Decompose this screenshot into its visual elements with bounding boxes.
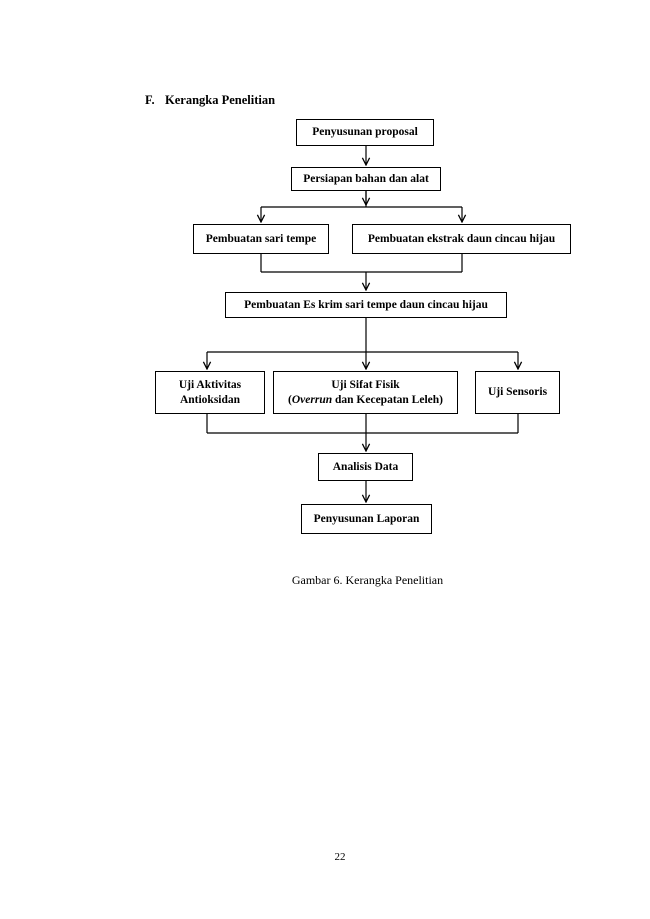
box-penyusunan-laporan-label: Penyusunan Laporan: [313, 512, 420, 525]
fisik-rest: dan Kecepatan Leleh): [332, 393, 443, 406]
box-uji-sensoris: [475, 371, 560, 414]
figure-caption: [0, 573, 650, 588]
box-uji-sifat-fisik-line2: [288, 393, 443, 408]
box-ekstrak-cincau: [352, 224, 571, 254]
box-penyusunan-proposal: [296, 119, 434, 146]
box-sari-tempe: [193, 224, 329, 254]
box-persiapan-bahan: [291, 167, 441, 191]
box-analisis-data: [318, 453, 413, 481]
page-number: 22: [334, 851, 346, 863]
section-title: Kerangka Penelitian: [165, 93, 276, 107]
paren-open: (: [288, 393, 292, 406]
box-uji-sensoris-label: Uji Sensoris: [487, 386, 548, 398]
box-uji-antioksidan: [155, 371, 265, 414]
box-es-krim-label: Pembuatan Es krim sari tempe daun cincau hijau: [244, 298, 488, 311]
figure-caption-text: Gambar 6. Kerangka Penelitian: [291, 573, 444, 587]
box-sari-tempe-label: Pembuatan sari tempe: [205, 232, 317, 245]
box-analisis-data-label: Analisis Data: [332, 460, 399, 473]
box-es-krim: [225, 292, 507, 318]
box-uji-sifat-fisik-line1: Uji Sifat Fisik: [331, 378, 400, 391]
box-uji-antioksidan-line2: Antioksidan: [179, 393, 241, 406]
box-ekstrak-cincau-label: Pembuatan ekstrak daun cincau hijau: [367, 232, 556, 245]
box-penyusunan-laporan: [301, 504, 432, 534]
box-persiapan-bahan-label: Persiapan bahan dan alat: [303, 172, 429, 185]
box-uji-sifat-fisik: [273, 371, 458, 414]
section-letter: F.: [145, 93, 155, 107]
box-penyusunan-proposal-label: Penyusunan proposal: [312, 126, 418, 138]
overrun-term: Overrun: [291, 393, 333, 406]
box-uji-antioksidan-line1: Uji Aktivitas: [178, 378, 242, 391]
